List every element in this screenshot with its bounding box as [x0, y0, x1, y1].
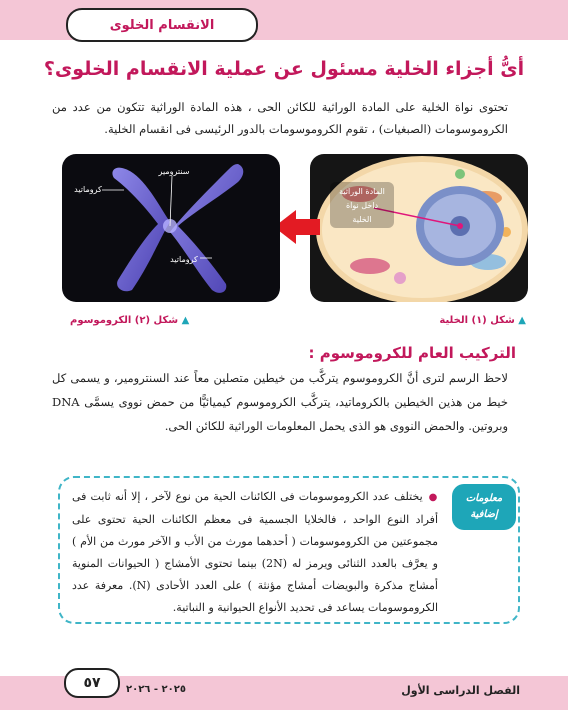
chapter-title: الانقسام الخلوى — [109, 17, 215, 33]
info-text-block — [72, 486, 438, 619]
centromere-label: سنترومير — [158, 167, 190, 176]
chapter-title-tab — [66, 8, 258, 42]
cell-label-line1: المادة الوراثية — [339, 187, 385, 196]
info-badge-line2: إضافية — [470, 509, 498, 520]
info-badge — [452, 484, 516, 530]
section-heading: التركيب العام للكروموسوم : — [308, 344, 516, 362]
info-text: يختلف عدد الكروموسومات فى الكائنات الحية من نوع لآخر ، إلا أنه ثابت فى أفراد النوع الواحد ، فالخلايا الجسمية فى معظم الكائنات الحية تحتوى على مجموعتين من الكروموسومات ( أحدهما مورث من الأب و الآخر مورث من الأم ) و يعرَّف بالعدد الثنائى ويرمز له (2N) بينما تحتوى الأمشاج ( الحيوانات المنوية أمشاج مذكرة والبويضات أمشاج مؤنثة ) على العدد الأحادى (N). معرفة عدد الكروموسومات يساعد فى تحديد الأنواع الحيوانية و النباتية. — [72, 490, 438, 614]
cell-illustration — [310, 154, 528, 302]
chromatid-bottom-label: كروماتيد — [170, 255, 198, 264]
triangle-up-icon: ▲ — [181, 315, 190, 326]
academic-year: ٢٠٢٥ - ٢٠٢٦ — [126, 684, 186, 695]
figure-1-caption: ▲ شكل (١) الخلية — [439, 315, 526, 326]
triangle-up-icon: ▲ — [518, 315, 526, 326]
cell-label-line3: الخلية — [352, 215, 372, 224]
info-badge-line1: معلومات — [465, 493, 503, 504]
chromosome-illustration — [62, 154, 280, 302]
arrow-left-icon — [274, 208, 320, 246]
cell-image — [310, 154, 528, 302]
intro-paragraph: تحتوى نواة الخلية على المادة الوراثية للكائن الحى ، هذه المادة الوراثية تتكون من عدد من الكروموسومات (الصبغيات) ، تقوم الكروموسومات بالدور الرئيسى فى انقسام الخلية. — [52, 100, 508, 136]
figure-2-caption: ▲ شكل (٢) الكروموسوم — [70, 315, 190, 326]
bullet-icon: ● — [428, 492, 438, 503]
page-number: ٥٧ — [64, 668, 120, 698]
chromosome-image — [62, 154, 280, 302]
chromatid-top-label: كروماتيد — [74, 185, 102, 194]
term-label: الفصل الدراسى الأول — [401, 684, 520, 697]
section-body: لاحظ الرسم لترى أنَّ الكروموسوم يتركَّب من خيطين متصلين معاً عند السنترومير، و يسمى كل خيط من هذين الخيطين بالكروماتيد، يتركَّب الكروموسوم كيميائيًّا من حمض نووى يسمَّى DNA وبروتين. والحمض النووى هو الذى يحمل المعلومات الوراثية للكائن الحى. — [52, 371, 508, 433]
page-title: أىُّ أجزاء الخلية مسئول عن عملية الانقسام الخلوى؟ — [43, 58, 525, 80]
cell-label-line2: داخل نواة — [345, 201, 379, 210]
